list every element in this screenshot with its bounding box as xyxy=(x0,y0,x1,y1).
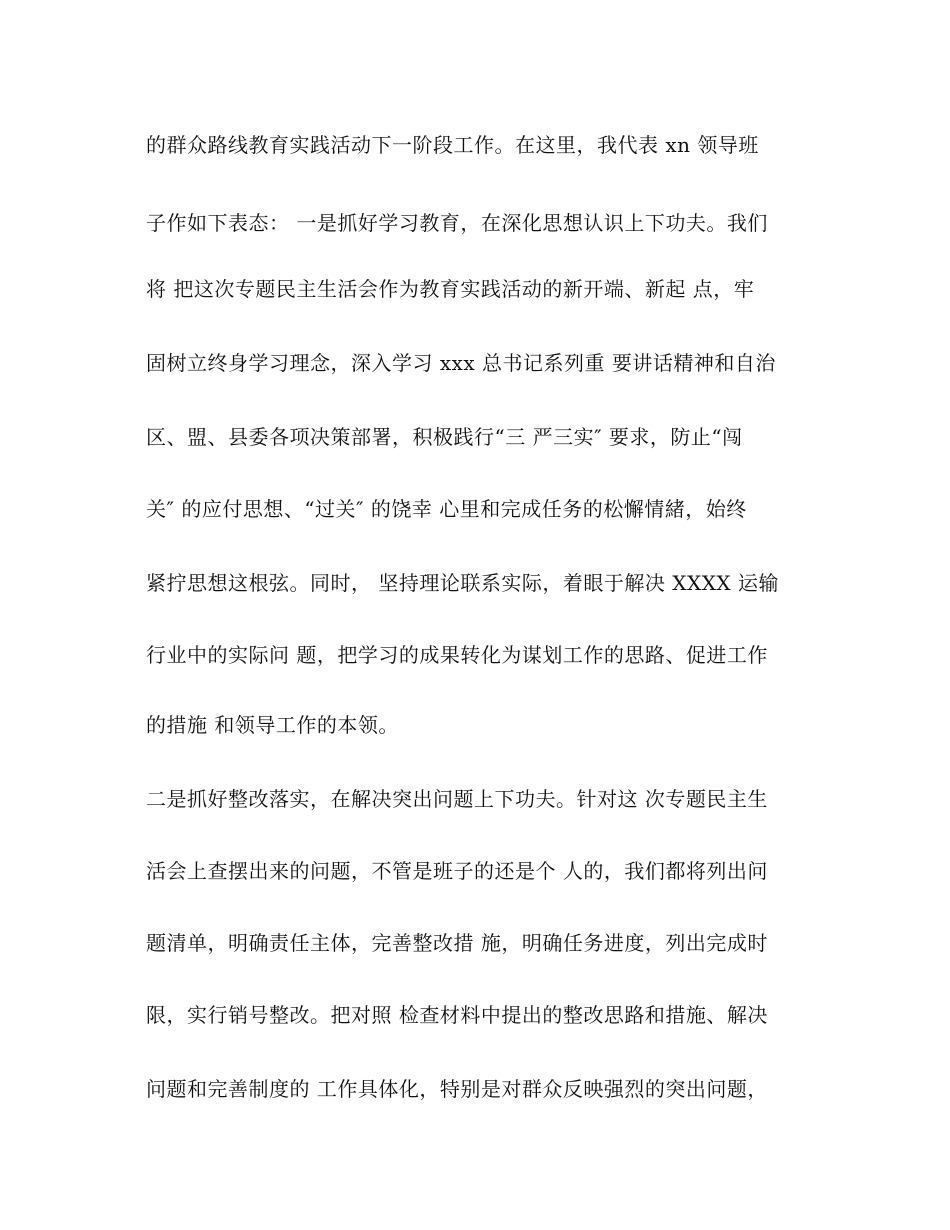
text-line: 题清单，明确责任主体，完善整改措 施，明确任务进度，列出完成时 xyxy=(146,931,768,955)
text-line: 问题和完善制度的 工作具体化，特别是对群众反映强烈的突出问题， xyxy=(146,1077,768,1101)
text-line: 二是抓好整改落实，在解决突出问题上下功夫。针对这 次专题民主生 xyxy=(146,787,768,811)
text-line: 子作如下表态： 一是抓好学习教育，在深化思想认识上下功夫。我们 xyxy=(146,211,768,235)
text-line: 关″ 的应付思想、“过关″ 的饶幸 心里和完成任务的松懈情緒，始终 xyxy=(146,497,747,521)
text-line: 行业中的实际问 题，把学习的成果转化为谋划工作的思路、促进工作 xyxy=(146,643,768,667)
text-line: 的措施 和领导工作的本领。 xyxy=(146,713,399,737)
text-line: 紧拧思想这根弦。同时， 坚持理论联系实际，着眼于解决 XXXX 运输 xyxy=(146,571,780,595)
text-line: 区、盟、县委各项决策部署，积极践行“三 严三实″ 要求，防止“闯 xyxy=(146,425,743,449)
text-line: 限，实行销号整改。把对照 检查材料中提出的整改思路和措施、解决 xyxy=(146,1003,768,1027)
text-line: 的群众路线教育实践活动下一阶段工作。在这里，我代表 xn 领导班 xyxy=(146,133,759,157)
text-line: 活会上查摆出来的问题，不管是班子的还是个 人的，我们都将列出问 xyxy=(146,859,768,883)
text-line: 固树立终身学习理念，深入学习 xxx 总书记系列重 要讲话精神和自治 xyxy=(146,351,776,375)
text-line: 将 把这次专题民主生活会作为教育实践活动的新开端、新起 点，牢 xyxy=(146,277,755,301)
